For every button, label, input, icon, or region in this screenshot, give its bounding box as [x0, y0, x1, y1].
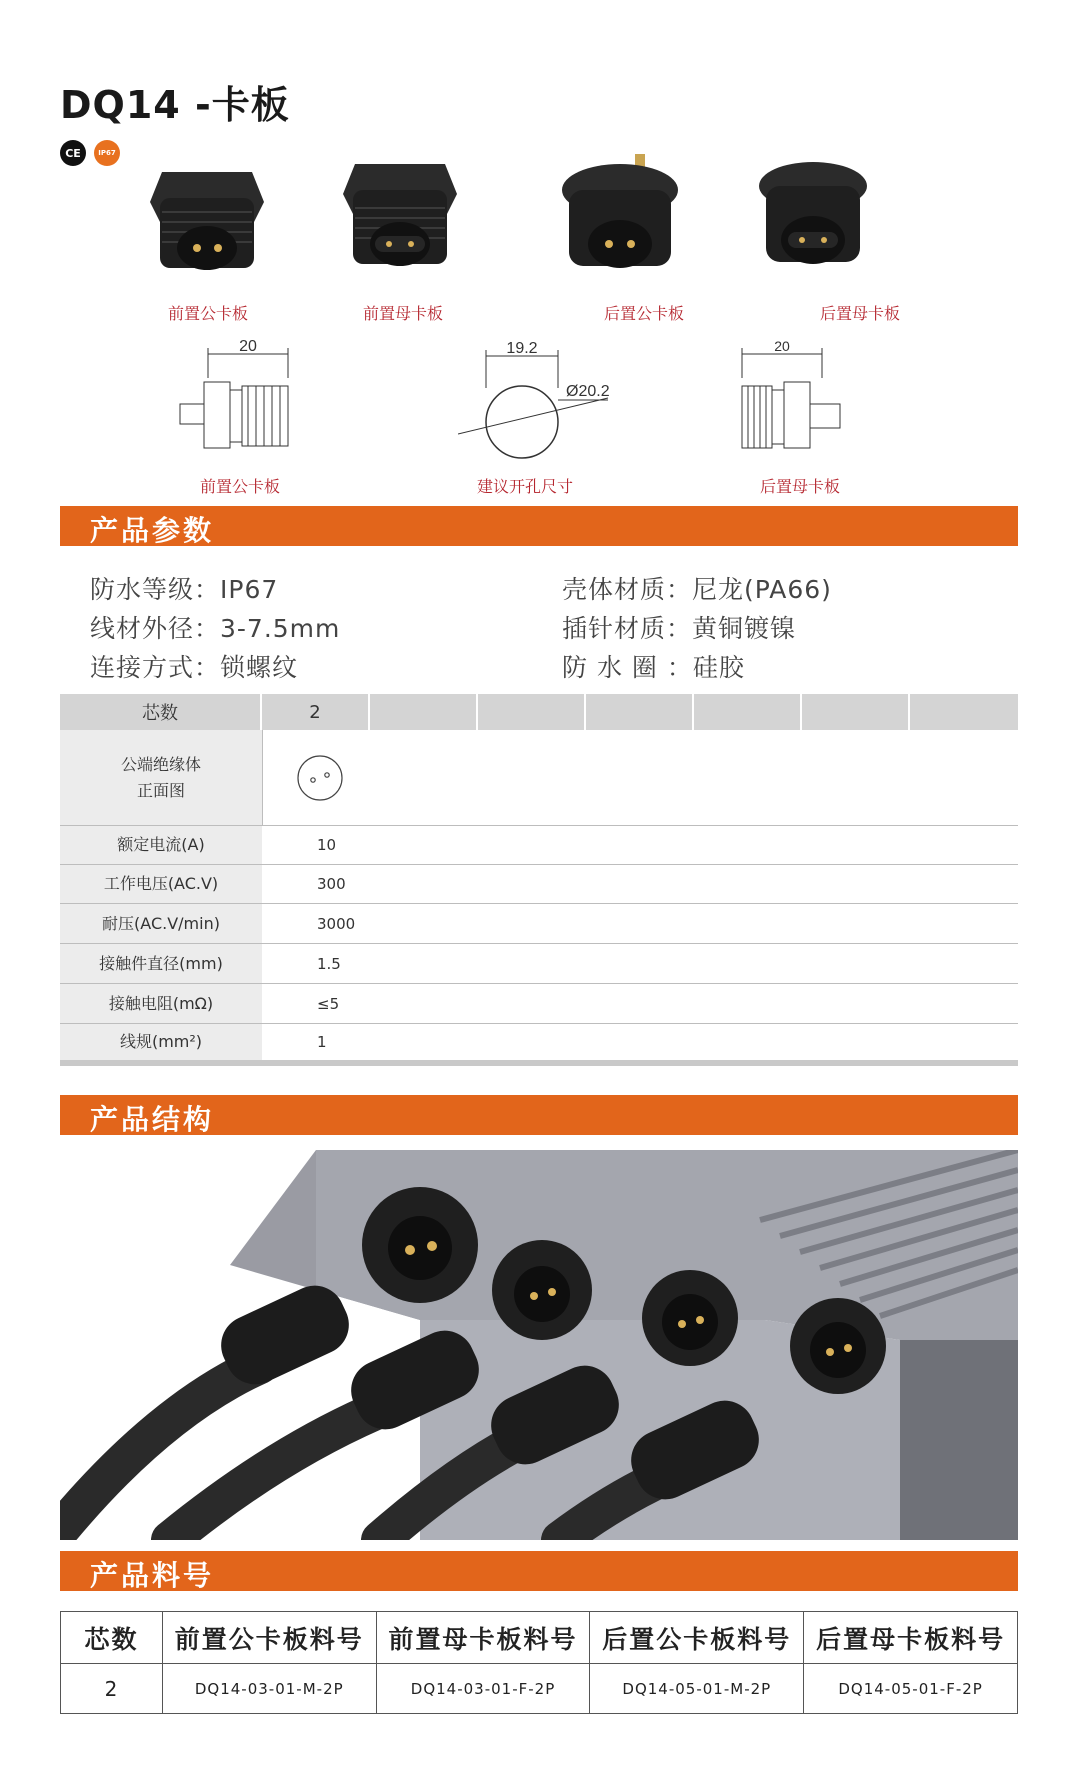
dimension-label: 20 — [239, 338, 257, 355]
dimension-label: 19.2 — [506, 340, 538, 357]
table-row — [60, 984, 1018, 1024]
structure-photo — [60, 1150, 1018, 1540]
product-front-female-image — [335, 150, 465, 280]
param-cable: 线材外径：3-7.5mm — [90, 614, 341, 643]
spec-table-header — [60, 694, 1018, 730]
section-header-params — [60, 506, 1018, 546]
spec-head-empty — [910, 694, 1018, 730]
table-row — [60, 944, 1018, 984]
product-label-front-male: 前置公卡板 — [167, 304, 248, 323]
column-header: 后置母卡板料号 — [804, 1612, 1018, 1664]
drawing-cutout — [458, 338, 638, 472]
column-header: 前置母卡板料号 — [376, 1612, 590, 1664]
table-cell: DQ14-03-01-F-2P — [376, 1664, 590, 1714]
part-number-table — [60, 1611, 1018, 1714]
page-title: DQ14 -卡板 — [60, 83, 290, 127]
spec-value: 3000 — [317, 914, 356, 933]
table-row — [60, 730, 1018, 826]
product-label-front-female: 前置母卡板 — [362, 304, 443, 323]
diameter-label: Ø20.2 — [566, 383, 610, 400]
table-row — [60, 1024, 1018, 1060]
table-row — [60, 904, 1018, 944]
param-connect: 连接方式：锁螺纹 — [90, 653, 299, 682]
product-rear-male-image — [555, 150, 685, 280]
dimension-label: 20 — [774, 338, 790, 354]
spec-head-value: 2 — [262, 694, 370, 730]
spec-label: 工作电压(AC.V) — [60, 865, 262, 903]
drawing-front-male — [168, 338, 308, 472]
drawing-label-rear-female: 后置母卡板 — [759, 477, 840, 496]
table-cell: DQ14-05-01-M-2P — [590, 1664, 804, 1714]
insulator-face-diagram — [262, 730, 1018, 825]
table-cell: DQ14-03-01-M-2P — [162, 1664, 376, 1714]
section-title: 产品结构 — [90, 1103, 215, 1136]
column-header: 芯数 — [61, 1612, 163, 1664]
spec-label: 线规(mm²) — [60, 1024, 262, 1060]
drawing-label-cutout: 建议开孔尺寸 — [476, 477, 573, 496]
param-shell: 壳体材质：尼龙(PA66) — [562, 575, 832, 604]
section-header-part-numbers — [60, 1551, 1018, 1591]
spec-head-empty — [370, 694, 478, 730]
drawing-label-front-male: 前置公卡板 — [199, 477, 280, 496]
spec-label: 耐压(AC.V/min) — [60, 904, 262, 943]
table-cell: DQ14-05-01-F-2P — [804, 1664, 1018, 1714]
spec-value: 300 — [317, 875, 346, 893]
product-rear-female-image — [748, 150, 878, 280]
param-pin: 插针材质：黄铜镀镍 — [562, 614, 797, 643]
column-header: 后置公卡板料号 — [590, 1612, 804, 1664]
spec-head-empty — [586, 694, 694, 730]
spec-head-empty — [694, 694, 802, 730]
spec-label: 接触电阻(mΩ) — [60, 984, 262, 1023]
drawing-rear-female — [732, 338, 872, 472]
spec-head-empty — [802, 694, 910, 730]
section-header-structure — [60, 1095, 1018, 1135]
cert-badges — [60, 140, 120, 166]
spec-value: 1.5 — [317, 954, 341, 973]
table-row — [60, 865, 1018, 904]
product-label-rear-male: 后置公卡板 — [603, 304, 684, 323]
table-cell: 2 — [61, 1664, 163, 1714]
ip67-icon: IP67 — [94, 140, 120, 166]
spec-value: ≤5 — [317, 994, 340, 1013]
spec-label: 额定电流(A) — [60, 826, 262, 864]
spec-value: 1 — [317, 1033, 327, 1051]
spec-head-empty — [478, 694, 586, 730]
section-title: 产品参数 — [90, 514, 215, 547]
column-header: 前置公卡板料号 — [162, 1612, 376, 1664]
divider — [60, 1060, 1018, 1066]
spec-value: 10 — [317, 836, 337, 854]
spec-table — [60, 694, 1018, 1066]
product-front-male-image — [142, 150, 272, 280]
spec-label: 公端绝缘体 正面图 — [60, 730, 262, 825]
spec-head-label: 芯数 — [60, 694, 262, 730]
param-seal: 防 水 圈 ：硅胶 — [562, 653, 745, 682]
spec-label: 接触件直径(mm) — [60, 944, 262, 983]
param-waterproof: 防水等级：IP67 — [90, 575, 279, 604]
table-row — [61, 1664, 1018, 1714]
table-row — [60, 826, 1018, 865]
product-label-rear-female: 后置母卡板 — [819, 304, 900, 323]
ce-icon: CE — [60, 140, 86, 166]
table-header-row — [61, 1612, 1018, 1664]
section-title: 产品料号 — [90, 1559, 215, 1592]
